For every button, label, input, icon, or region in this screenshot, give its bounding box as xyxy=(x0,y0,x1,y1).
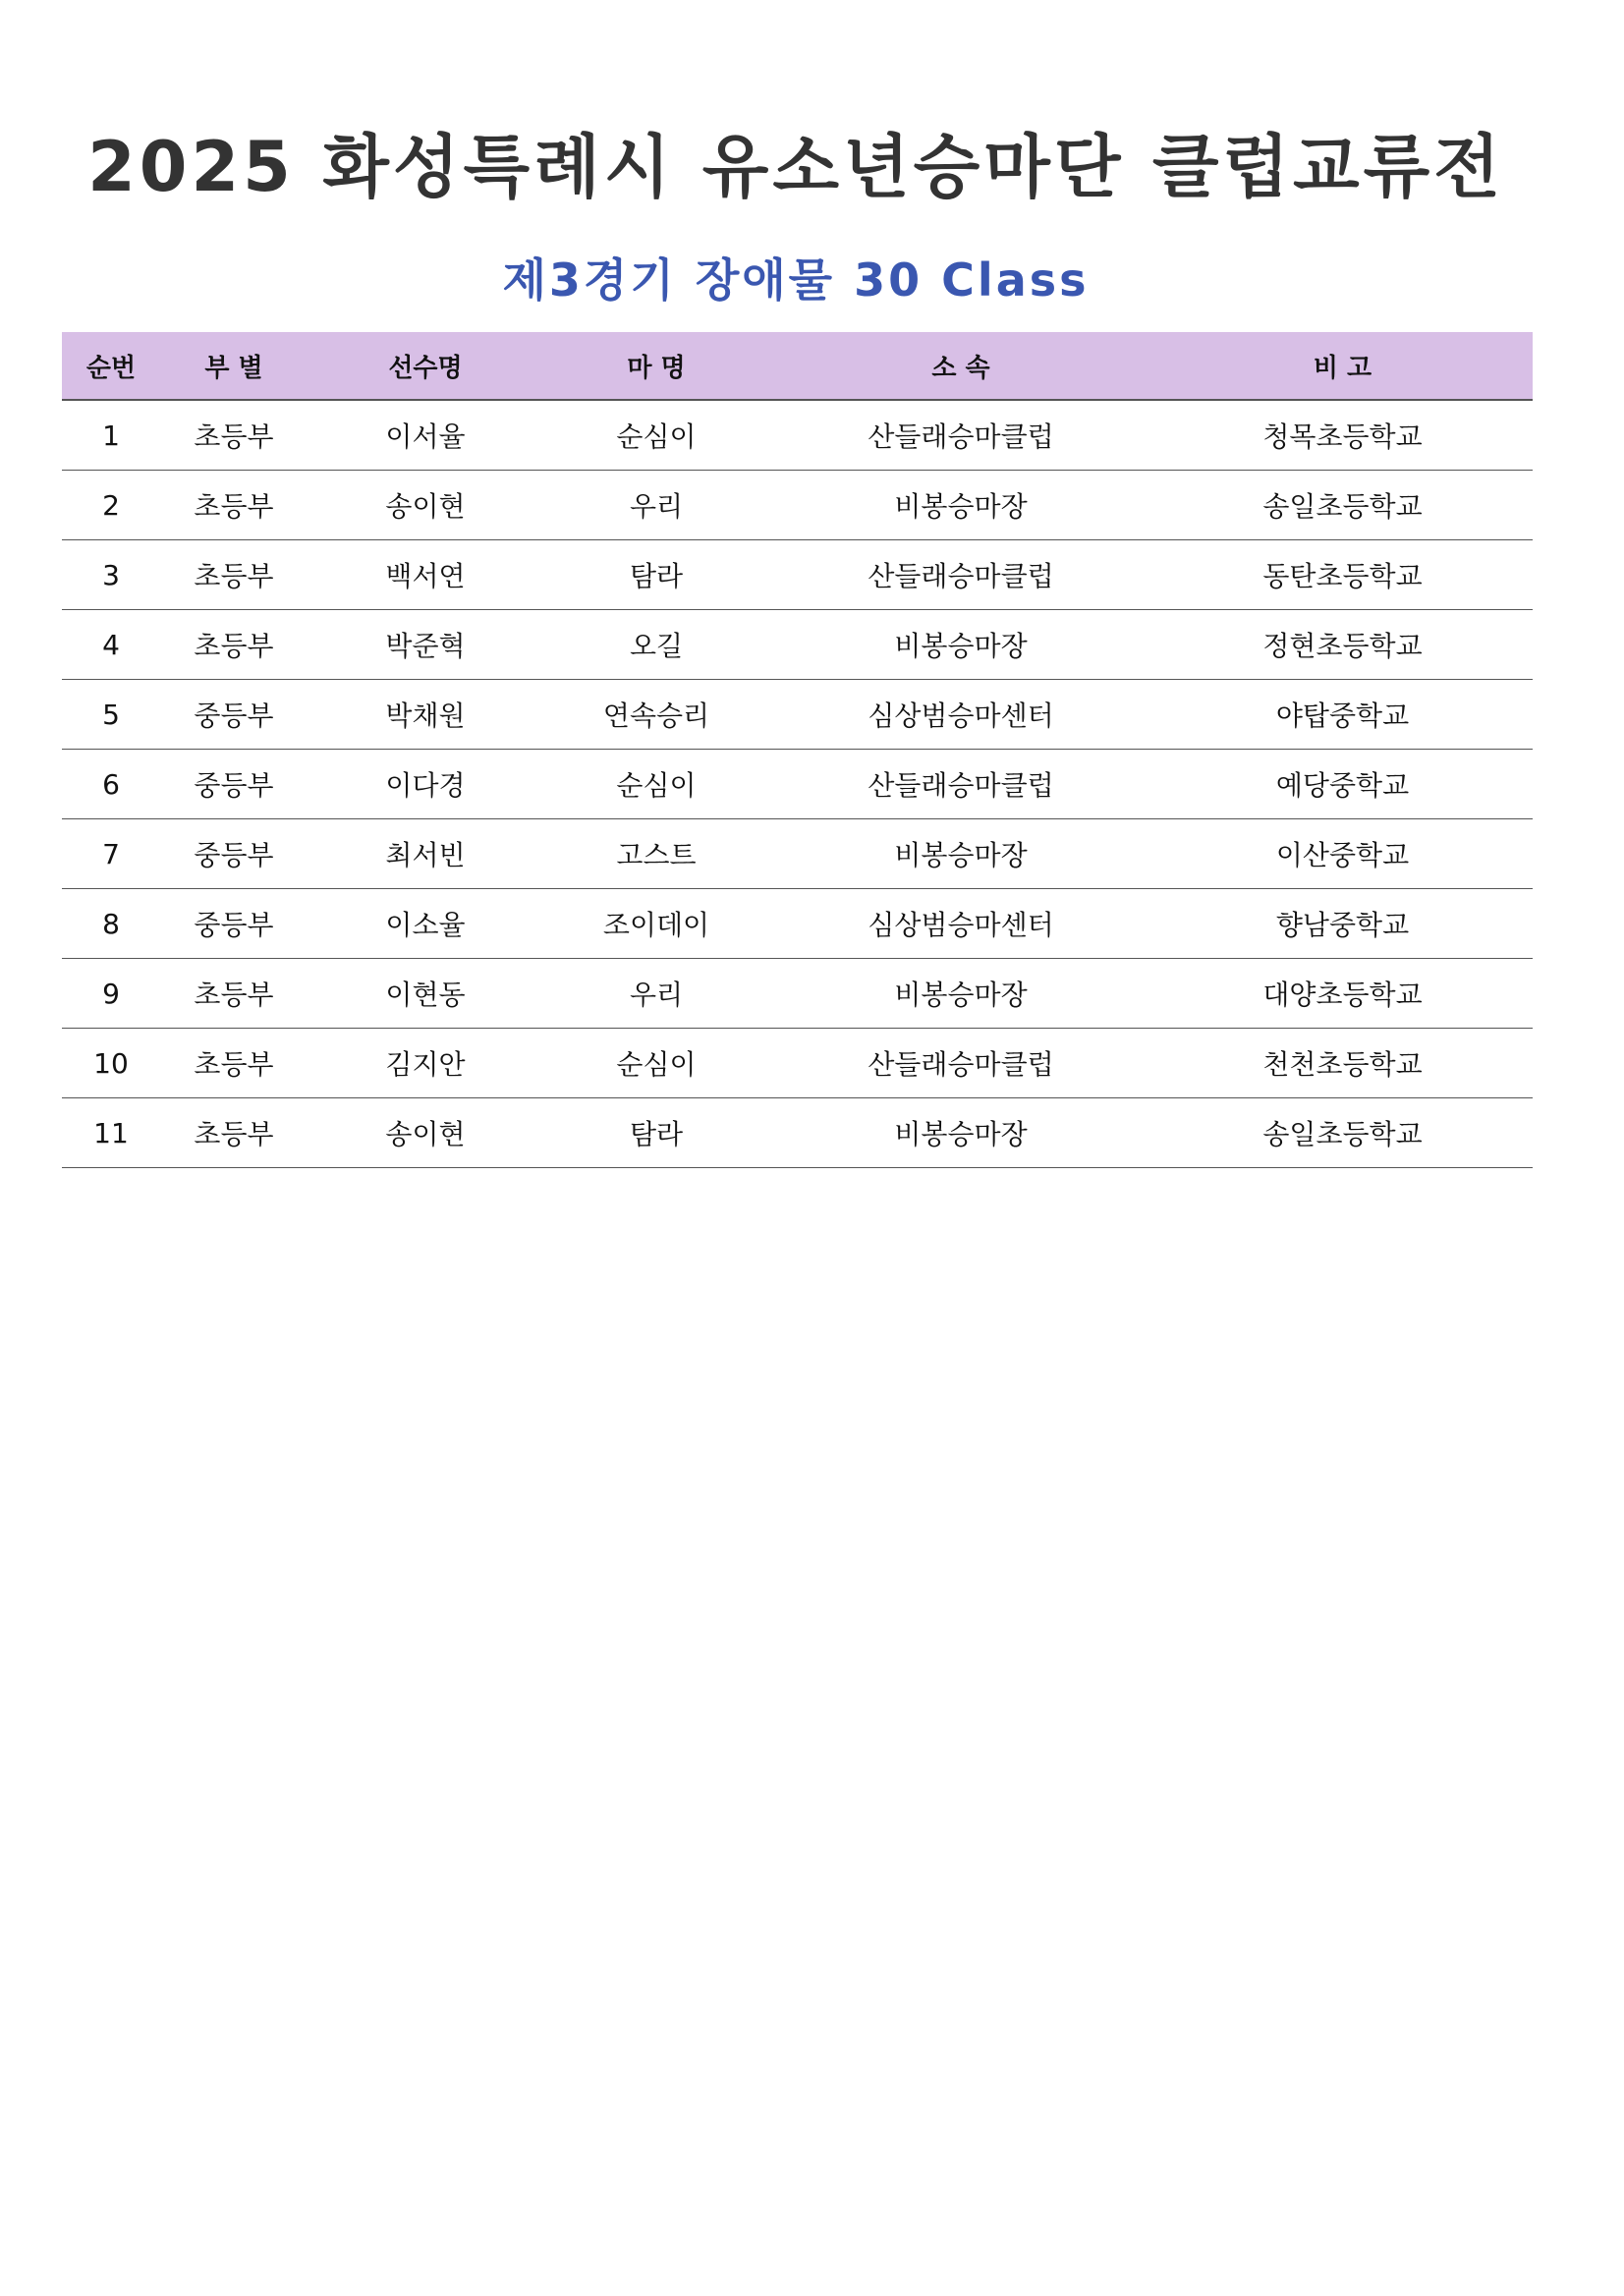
table-row xyxy=(62,750,1533,819)
cell-division: 초등부 xyxy=(160,1029,308,1098)
cell-rider: 송이현 xyxy=(308,1098,543,1168)
table-row xyxy=(62,1098,1533,1168)
cell-division: 초등부 xyxy=(160,1098,308,1168)
header-division: 부 별 xyxy=(160,332,308,400)
table-row xyxy=(62,400,1533,471)
cell-note: 향남중학교 xyxy=(1152,889,1533,959)
cell-no: 4 xyxy=(62,610,160,680)
cell-horse: 탐라 xyxy=(543,1098,769,1168)
cell-note: 대양초등학교 xyxy=(1152,959,1533,1029)
cell-rider: 김지안 xyxy=(308,1029,543,1098)
cell-horse: 우리 xyxy=(543,471,769,540)
cell-division: 중등부 xyxy=(160,819,308,889)
cell-horse: 순심이 xyxy=(543,750,769,819)
table-row xyxy=(62,889,1533,959)
cell-club: 심상범승마센터 xyxy=(769,889,1152,959)
cell-no: 1 xyxy=(62,400,160,471)
cell-club: 산들래승마클럽 xyxy=(769,540,1152,610)
cell-no: 5 xyxy=(62,680,160,750)
cell-club: 산들래승마클럽 xyxy=(769,400,1152,471)
table-row xyxy=(62,610,1533,680)
cell-note: 송일초등학교 xyxy=(1152,471,1533,540)
cell-note: 송일초등학교 xyxy=(1152,1098,1533,1168)
cell-no: 10 xyxy=(62,1029,160,1098)
cell-club: 비봉승마장 xyxy=(769,959,1152,1029)
cell-division: 초등부 xyxy=(160,959,308,1029)
table-row xyxy=(62,540,1533,610)
cell-note: 예당중학교 xyxy=(1152,750,1533,819)
header-horse: 마 명 xyxy=(543,332,769,400)
cell-rider: 박채원 xyxy=(308,680,543,750)
cell-club: 산들래승마클럽 xyxy=(769,1029,1152,1098)
page-title: 2025 화성특례시 유소년승마단 클럽교류전 xyxy=(87,127,1504,207)
cell-no: 7 xyxy=(62,819,160,889)
header-rider: 선수명 xyxy=(308,332,543,400)
cell-no: 11 xyxy=(62,1098,160,1168)
cell-rider: 송이현 xyxy=(308,471,543,540)
cell-note: 정현초등학교 xyxy=(1152,610,1533,680)
cell-rider: 박준혁 xyxy=(308,610,543,680)
entry-table xyxy=(62,332,1533,1168)
cell-horse: 탐라 xyxy=(543,540,769,610)
cell-rider: 이다경 xyxy=(308,750,543,819)
header-note: 비 고 xyxy=(1152,332,1533,400)
cell-rider: 백서연 xyxy=(308,540,543,610)
cell-no: 8 xyxy=(62,889,160,959)
cell-horse: 오길 xyxy=(543,610,769,680)
cell-division: 초등부 xyxy=(160,540,308,610)
header-club: 소 속 xyxy=(769,332,1152,400)
cell-horse: 순심이 xyxy=(543,1029,769,1098)
cell-no: 2 xyxy=(62,471,160,540)
cell-division: 중등부 xyxy=(160,680,308,750)
cell-rider: 최서빈 xyxy=(308,819,543,889)
cell-club: 비봉승마장 xyxy=(769,471,1152,540)
cell-club: 비봉승마장 xyxy=(769,610,1152,680)
cell-club: 심상범승마센터 xyxy=(769,680,1152,750)
cell-division: 초등부 xyxy=(160,471,308,540)
cell-no: 9 xyxy=(62,959,160,1029)
cell-note: 이산중학교 xyxy=(1152,819,1533,889)
cell-rider: 이현동 xyxy=(308,959,543,1029)
cell-note: 동탄초등학교 xyxy=(1152,540,1533,610)
cell-rider: 이서율 xyxy=(308,400,543,471)
cell-horse: 고스트 xyxy=(543,819,769,889)
cell-club: 비봉승마장 xyxy=(769,819,1152,889)
table-header xyxy=(62,332,1533,400)
cell-club: 비봉승마장 xyxy=(769,1098,1152,1168)
cell-horse: 연속승리 xyxy=(543,680,769,750)
cell-note: 천천초등학교 xyxy=(1152,1029,1533,1098)
cell-horse: 순심이 xyxy=(543,400,769,471)
table-row xyxy=(62,680,1533,750)
cell-no: 3 xyxy=(62,540,160,610)
page-subtitle: 제3경기 장애물 30 Class xyxy=(502,253,1090,307)
cell-note: 야탑중학교 xyxy=(1152,680,1533,750)
cell-horse: 조이데이 xyxy=(543,889,769,959)
table-row xyxy=(62,959,1533,1029)
table-row xyxy=(62,471,1533,540)
cell-division: 초등부 xyxy=(160,400,308,471)
table-row xyxy=(62,1029,1533,1098)
cell-no: 6 xyxy=(62,750,160,819)
cell-division: 중등부 xyxy=(160,750,308,819)
table-body xyxy=(62,400,1533,1168)
table-row xyxy=(62,819,1533,889)
cell-horse: 우리 xyxy=(543,959,769,1029)
cell-note: 청목초등학교 xyxy=(1152,400,1533,471)
header-row xyxy=(62,332,1533,400)
cell-club: 산들래승마클럽 xyxy=(769,750,1152,819)
header-no: 순번 xyxy=(62,332,160,400)
cell-rider: 이소율 xyxy=(308,889,543,959)
cell-division: 중등부 xyxy=(160,889,308,959)
cell-division: 초등부 xyxy=(160,610,308,680)
